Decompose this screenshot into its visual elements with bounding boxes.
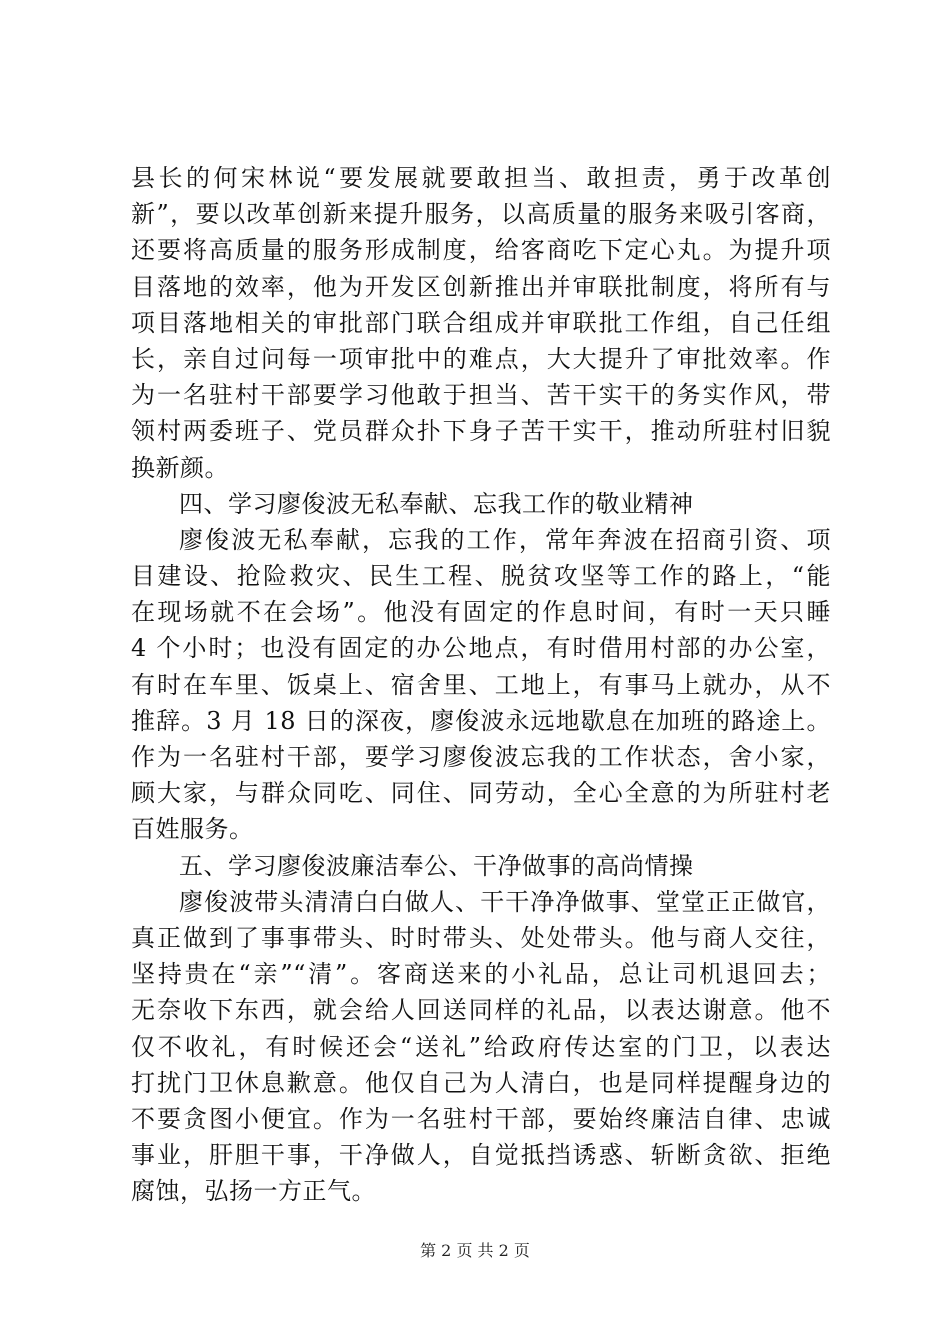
text-line: 廖俊波无私奉献，忘我的工作，常年奔波在招商引资、项 [179, 525, 831, 554]
text-line: 在现场就不在会场”。他没有固定的作息时间，有时一天只睡 [131, 598, 831, 627]
text-line: 目落地的效率，他为开发区创新推出并审联批制度，将所有与 [131, 272, 831, 301]
text-line: 为一名驻村干部要学习他敢于担当、苦干实干的务实作风，带 [131, 381, 831, 410]
text-line: 作为一名驻村干部，要学习廖俊波忘我的工作状态，舍小家， [131, 743, 831, 771]
text-line: 打扰门卫休息歉意。他仅自己为人清白，也是同样提醒身边的 [131, 1068, 831, 1097]
text-line: 有时在车里、饭桌上、宿舍里、工地上，有事马上就办，从不 [131, 670, 831, 699]
document-body [131, 160, 831, 1209]
text-line: 推辞。3 月 18 日的深夜，廖俊波永远地歇息在加班的路途上。 [131, 706, 831, 735]
text-line: 事业，肝胆干事，干净做人，自觉抵挡诱惑、斩断贪欲、拒绝 [131, 1141, 831, 1170]
text-line: 不要贪图小便宜。作为一名驻村干部，要始终廉洁自律、忠诚 [131, 1104, 831, 1133]
text-line: 4 个小时；也没有固定的办公地点，有时借用村部的办公室， [131, 634, 831, 663]
text-line: 项目落地相关的审批部门联合组成并审联批工作组，自己任组 [131, 308, 831, 337]
text-line: 廖俊波带头清清白白做人、干干净净做事、堂堂正正做官， [179, 887, 831, 916]
page-footer: 第 2 页 共 2 页 [420, 1241, 530, 1260]
text-line: 还要将高质量的服务形成制度，给客商吃下定心丸。为提升项 [131, 236, 831, 265]
text-line: 无奈收下东西，就会给人回送同样的礼品，以表达谢意。他不 [131, 996, 831, 1025]
text-line: 顾大家，与群众同吃、同住、同劳动，全心全意的为所驻村老 [131, 779, 831, 808]
text-line: 真正做到了事事带头、时时带头、处处带头。他与商人交往， [131, 923, 831, 952]
text-line: 领村两委班子、党员群众扑下身子苦干实干，推动所驻村旧貌 [131, 417, 831, 446]
text-line: 换新颜。 [131, 453, 229, 482]
text-line: 四、学习廖俊波无私奉献、忘我工作的敬业精神 [179, 489, 694, 518]
text-line: 五、学习廖俊波廉洁奉公、干净做事的高尚情操 [179, 851, 694, 880]
text-line: 腐蚀，弘扬一方正气。 [131, 1177, 376, 1206]
text-line: 百姓服务。 [131, 815, 254, 844]
text-line: 目建设、抢险救灾、民生工程、脱贫攻坚等工作的路上，“能 [131, 562, 831, 591]
text-line: 长，亲自过问每一项审批中的难点，大大提升了审批效率。作 [131, 344, 831, 373]
text-line: 坚持贵在“亲”“清”。客商送来的小礼品，总让司机退回去； [131, 960, 831, 989]
text-line: 仅不收礼，有时候还会“送礼”给政府传达室的门卫，以表达 [131, 1032, 831, 1061]
text-line: 县长的何宋林说“要发展就要敢担当、敢担责，勇于改革创 [131, 164, 831, 192]
text-line: 新”，要以改革创新来提升服务，以高质量的服务来吸引客商， [131, 200, 831, 229]
